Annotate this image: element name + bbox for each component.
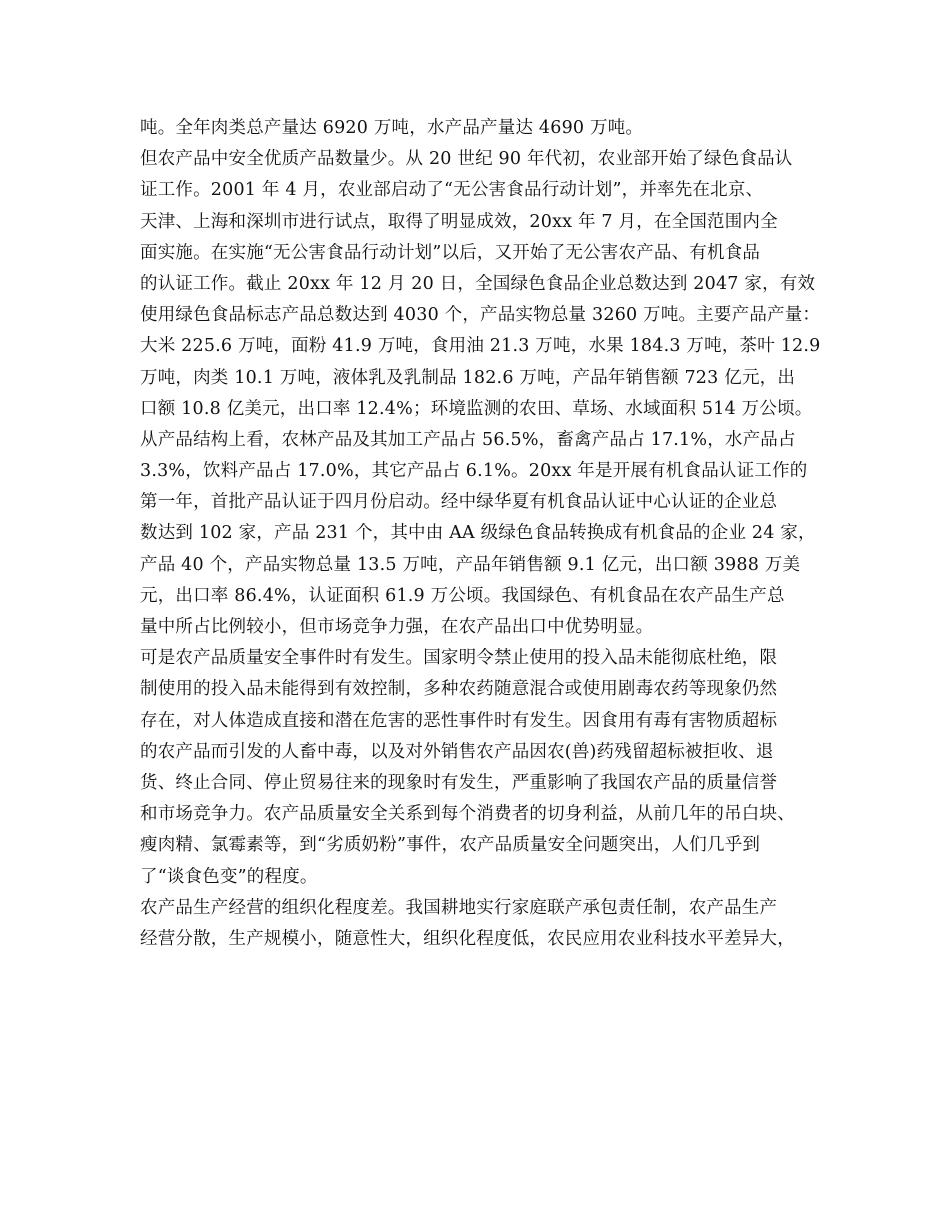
- text-line: 万吨，肉类 10.1 万吨，液体乳及乳制品 182.6 万吨，产品年销售额 723 亿元，出: [140, 367, 796, 388]
- text-line: 天津、上海和深圳市进行试点，取得了明显成效，20xx 年 7 月，在全国范围内全: [140, 211, 778, 232]
- text-line: 数达到 102 家，产品 231 个，其中由 AA 级绿色食品转换成有机食品的企业 24 家，: [140, 523, 816, 544]
- text-line: 量中所占比例较小，但市场竞争力强，在农产品出口中优势明显。: [140, 617, 654, 637]
- text-line: 和市场竞争力。农产品质量安全关系到每个消费者的切身利益，从前几年的吊白块、: [140, 804, 795, 825]
- text-line: 货、终止合同、停止贸易往来的现象时有发生，严重影响了我国农产品的质量信誉: [140, 772, 778, 793]
- text-line: 经营分散，生产规模小，随意性大，组织化程度低，农民应用农业科技水平差异大，: [140, 928, 795, 949]
- text-line: 可是农产品质量安全事件时有发生。国家明令禁止使用的投入品未能彻底杜绝，限: [140, 648, 778, 669]
- text-line: 使用绿色食品标志产品总数达到 4030 个，产品实物总量 3260 万吨。主要产品产量：: [140, 305, 821, 326]
- text-line: 第一年，首批产品认证于四月份启动。经中绿华夏有机食品认证中心认证的企业总: [140, 492, 778, 513]
- text-line: 制使用的投入品未能得到有效控制，多种农药随意混合或使用剧毒农药等现象仍然: [140, 679, 778, 700]
- text-line: 的农产品而引发的人畜中毒，以及对外销售农产品因农(兽)药残留超标被拒收、退: [140, 741, 774, 762]
- text-line: 3.3%，饮料产品占 17.0%，其它产品占 6.1%。20xx 年是开展有机食品认证工作的: [140, 461, 808, 482]
- text-line: 大米 225.6 万吨，面粉 41.9 万吨，食用油 21.3 万吨，水果 184.3 万吨，茶叶 12.9: [140, 336, 821, 357]
- text-line: 元，出口率 86.4%，认证面积 61.9 万公顷。我国绿色、有机食品在农产品生产总: [140, 585, 785, 606]
- text-line: 但农产品中安全优质产品数量少。从 20 世纪 90 年代初，农业部开始了绿色食品认: [140, 149, 793, 170]
- text-line: 瘦肉精、氯霉素等，到“劣质奶粉”事件，农产品质量安全问题突出，人们几乎到: [140, 835, 761, 856]
- text-line: 产品 40 个，产品实物总量 13.5 万吨，产品年销售额 9.1 亿元，出口额 3988 万美: [140, 554, 801, 575]
- document-body: [140, 113, 830, 955]
- text-line: 从产品结构上看，农林产品及其加工产品占 56.5%，畜禽产品占 17.1%，水产品占: [140, 429, 796, 450]
- text-line: 农产品生产经营的组织化程度差。我国耕地实行家庭联产承包责任制，农产品生产: [140, 897, 778, 918]
- text-line: 了“谈食色变”的程度。: [140, 866, 318, 887]
- text-line: 证工作。2001 年 4 月，农业部启动了“无公害食品行动计划”，并率先在北京、: [140, 180, 764, 201]
- text-line: 口额 10.8 亿美元，出口率 12.4%；环境监测的农田、草场、水域面积 514 万公顷。: [140, 398, 813, 419]
- text-line: 的认证工作。截止 20xx 年 12 月 20 日，全国绿色食品企业总数达到 2047 家，有效: [140, 273, 816, 294]
- text-line: 面实施。在实施“无公害食品行动计划”以后，又开始了无公害农产品、有机食品: [140, 242, 761, 263]
- text-line: 吨。全年肉类总产量达 6920 万吨，水产品产量达 4690 万吨。: [140, 118, 644, 138]
- text-line: 存在，对人体造成直接和潜在危害的恶性事件时有发生。因食用有毒有害物质超标: [140, 710, 778, 731]
